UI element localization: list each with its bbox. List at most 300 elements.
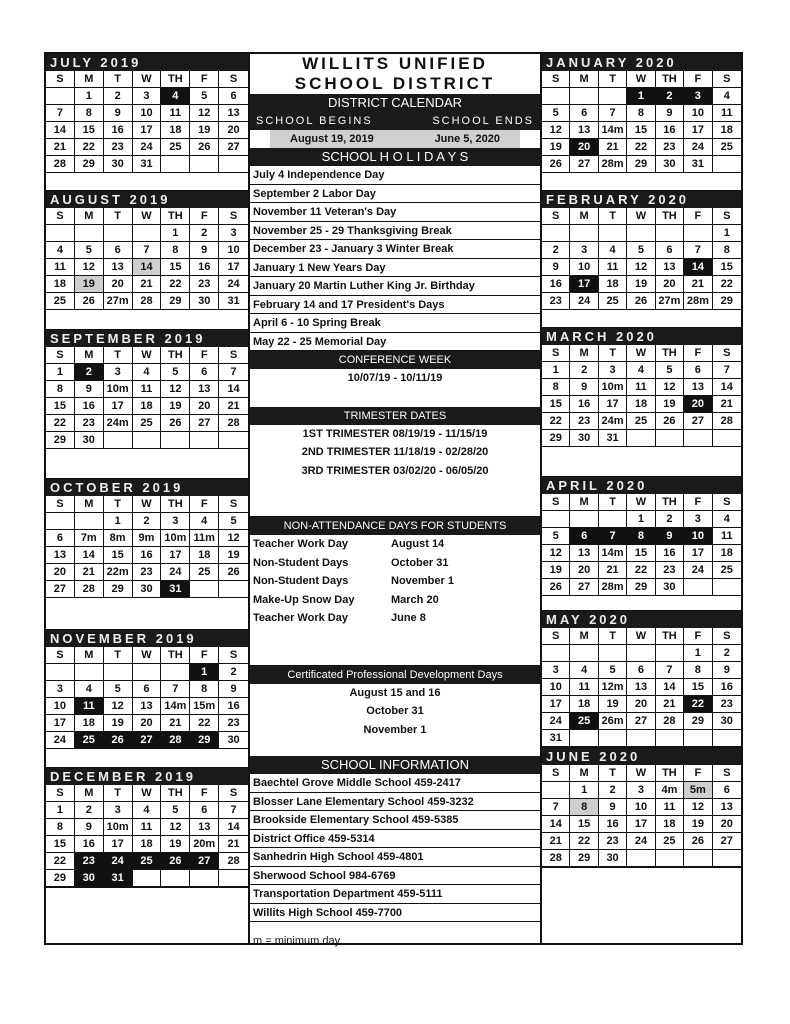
day-cell: 28m	[599, 156, 627, 173]
month-grid	[46, 785, 248, 887]
month-block	[46, 54, 248, 191]
day-cell	[627, 850, 655, 867]
day-cell	[713, 850, 741, 867]
day-cell	[627, 730, 655, 747]
day-cell: 29	[46, 870, 75, 887]
day-cell	[599, 730, 627, 747]
school-info-item: District Office 459-5314	[250, 830, 540, 849]
day-cell: 21	[599, 139, 627, 156]
day-cell: 22	[542, 413, 570, 430]
day-cell	[713, 430, 741, 447]
weekday-header: S	[46, 785, 75, 802]
day-cell	[46, 88, 75, 105]
day-cell: 29	[190, 732, 219, 749]
day-cell: 5	[104, 681, 133, 698]
day-cell: 28	[713, 413, 741, 430]
month-block	[542, 54, 741, 191]
day-cell: 4	[161, 88, 190, 105]
prof-dev-item: October 31	[366, 705, 424, 717]
day-cell: 7	[542, 799, 570, 816]
month-title: MAY 2020	[542, 611, 741, 628]
day-cell: 3	[684, 88, 712, 105]
non-attendance-label: Teacher Work Day	[253, 538, 348, 550]
day-cell: 18	[133, 398, 162, 415]
day-cell	[190, 432, 219, 449]
day-cell	[542, 782, 570, 799]
day-cell: 17	[627, 816, 655, 833]
holiday-item: May 22 - 25 Memorial Day	[250, 333, 540, 352]
day-cell: 27	[570, 156, 598, 173]
day-cell: 26	[161, 415, 190, 432]
day-cell: 7	[684, 242, 712, 259]
day-cell: 29	[46, 432, 75, 449]
day-cell: 29	[542, 430, 570, 447]
day-cell: 18	[133, 836, 162, 853]
day-cell: 3	[684, 511, 712, 528]
day-cell: 25	[713, 139, 741, 156]
day-cell: 7	[599, 105, 627, 122]
day-cell: 11	[713, 528, 741, 545]
day-cell: 19	[75, 276, 104, 293]
day-cell: 15	[627, 122, 655, 139]
weekday-header: W	[133, 496, 162, 513]
weekday-header: W	[627, 71, 655, 88]
non-attendance-label: Make-Up Snow Day	[253, 593, 355, 606]
holiday-item: December 23 - January 3 Winter Break	[250, 240, 540, 259]
holiday-list	[250, 166, 540, 351]
weekday-header: S	[713, 494, 741, 511]
weekday-header: F	[190, 647, 219, 664]
day-cell: 9	[75, 819, 104, 836]
month-title: APRIL 2020	[542, 477, 741, 494]
day-cell: 8	[75, 105, 104, 122]
day-cell: 26	[161, 853, 190, 870]
day-cell: 19	[161, 398, 190, 415]
day-cell	[570, 225, 598, 242]
day-cell: 21	[656, 696, 684, 713]
weekday-header: M	[570, 345, 598, 362]
weekday-header: F	[684, 628, 712, 645]
day-cell	[599, 225, 627, 242]
day-cell: 8m	[104, 530, 133, 547]
day-cell	[570, 730, 598, 747]
day-cell: 18	[627, 396, 655, 413]
day-cell: 16	[219, 698, 248, 715]
weekday-header: W	[133, 347, 162, 364]
weekday-header: M	[570, 208, 598, 225]
day-cell: 9	[190, 242, 219, 259]
weekday-header: S	[46, 71, 75, 88]
day-cell: 15	[104, 547, 133, 564]
day-cell: 12	[104, 698, 133, 715]
day-cell: 8	[627, 528, 655, 545]
day-cell	[713, 579, 741, 596]
day-cell	[219, 156, 248, 173]
day-cell: 23	[542, 293, 570, 310]
day-cell: 3	[599, 362, 627, 379]
day-cell: 26	[542, 156, 570, 173]
day-cell	[190, 870, 219, 887]
school-info-item: Baechtel Grove Middle School 459-2417	[250, 774, 540, 793]
day-cell: 24m	[104, 415, 133, 432]
day-cell: 2	[713, 645, 741, 662]
day-cell: 28	[219, 415, 248, 432]
day-cell: 7	[219, 802, 248, 819]
day-cell: 20	[656, 276, 684, 293]
month-grid	[542, 765, 741, 867]
day-cell: 4	[599, 242, 627, 259]
holiday-item: February 14 and 17 President's Days	[250, 296, 540, 315]
day-cell: 16	[713, 679, 741, 696]
day-cell: 11	[161, 105, 190, 122]
day-cell: 10m	[161, 530, 190, 547]
day-cell: 6	[133, 681, 162, 698]
day-cell: 18	[570, 696, 598, 713]
non-attendance-date: August 14	[391, 538, 445, 550]
weekday-header: W	[133, 208, 162, 225]
weekday-header: W	[627, 345, 655, 362]
day-cell: 11	[133, 381, 162, 398]
day-cell: 3	[104, 364, 133, 381]
weekday-header: M	[75, 785, 104, 802]
day-cell: 8	[713, 242, 741, 259]
day-cell: 16	[656, 545, 684, 562]
day-cell: 19	[684, 816, 712, 833]
day-cell: 7	[656, 662, 684, 679]
day-cell: 2	[75, 364, 104, 381]
non-attendance-date: March 20	[391, 593, 439, 606]
day-cell: 20	[570, 562, 598, 579]
month-block	[46, 191, 248, 330]
weekday-header: W	[627, 208, 655, 225]
day-cell: 19	[627, 276, 655, 293]
day-cell: 16	[656, 122, 684, 139]
day-cell: 1	[75, 88, 104, 105]
day-cell: 19	[656, 396, 684, 413]
day-cell: 15	[542, 396, 570, 413]
right-month-column	[542, 54, 741, 868]
day-cell: 16	[133, 547, 162, 564]
day-cell: 6	[570, 105, 598, 122]
day-cell	[542, 225, 570, 242]
day-cell	[161, 156, 190, 173]
day-cell: 24	[627, 833, 655, 850]
day-cell: 27	[133, 732, 162, 749]
day-cell: 12	[684, 799, 712, 816]
day-cell: 5m	[684, 782, 712, 799]
day-cell: 10	[219, 242, 248, 259]
day-cell: 4	[133, 802, 162, 819]
day-cell: 30	[75, 870, 104, 887]
day-cell: 20	[219, 122, 248, 139]
day-cell: 23	[656, 562, 684, 579]
day-cell: 26	[104, 732, 133, 749]
day-cell: 2	[599, 782, 627, 799]
day-cell: 23	[104, 139, 133, 156]
day-cell: 1	[713, 225, 741, 242]
day-cell: 12	[161, 819, 190, 836]
day-cell: 25	[656, 833, 684, 850]
weekday-header: S	[46, 208, 75, 225]
month-block	[542, 748, 741, 868]
day-cell	[46, 225, 75, 242]
day-cell	[570, 511, 598, 528]
day-cell: 2	[219, 664, 248, 681]
day-cell	[104, 664, 133, 681]
day-cell: 17	[599, 396, 627, 413]
day-cell: 24	[133, 139, 162, 156]
day-cell: 28	[542, 850, 570, 867]
day-cell	[656, 730, 684, 747]
day-cell: 20	[713, 816, 741, 833]
day-cell: 13	[570, 122, 598, 139]
day-cell: 24	[542, 713, 570, 730]
day-cell: 11	[46, 259, 75, 276]
day-cell	[627, 225, 655, 242]
day-cell: 26	[75, 293, 104, 310]
weekday-header: S	[219, 496, 248, 513]
day-cell: 5	[599, 662, 627, 679]
non-attendance-label: Non-Student Days	[253, 575, 349, 587]
day-cell	[133, 870, 162, 887]
school-ends-label: SCHOOL ENDS	[432, 115, 534, 127]
minimum-day-legend: m = minimum day	[253, 935, 341, 947]
month-grid	[46, 71, 248, 173]
day-cell: 7	[219, 364, 248, 381]
day-cell: 14m	[161, 698, 190, 715]
day-cell: 20	[570, 139, 598, 156]
day-cell: 7	[133, 242, 162, 259]
day-cell: 22	[684, 696, 712, 713]
day-cell: 5	[656, 362, 684, 379]
day-cell: 1	[542, 362, 570, 379]
holiday-item: July 4 Independence Day	[250, 166, 540, 185]
day-cell: 6	[656, 242, 684, 259]
weekday-header: S	[46, 347, 75, 364]
day-cell	[627, 430, 655, 447]
day-cell: 24	[161, 564, 190, 581]
day-cell: 4	[570, 662, 598, 679]
day-cell: 6	[627, 662, 655, 679]
conference-dates: 10/07/19 - 10/11/19	[347, 372, 443, 384]
day-cell: 27	[684, 413, 712, 430]
day-cell: 21	[542, 833, 570, 850]
day-cell: 13	[713, 799, 741, 816]
day-cell: 9	[713, 662, 741, 679]
day-cell: 1	[627, 88, 655, 105]
day-cell: 8	[46, 819, 75, 836]
day-cell	[684, 850, 712, 867]
month-block	[46, 330, 248, 479]
day-cell: 16	[190, 259, 219, 276]
day-cell	[133, 225, 162, 242]
prof-dev-header: Certificated Professional Development Days	[250, 666, 540, 684]
day-cell: 16	[104, 122, 133, 139]
day-cell: 30	[570, 430, 598, 447]
day-cell: 25	[75, 732, 104, 749]
weekday-header: F	[190, 496, 219, 513]
day-cell: 21	[46, 139, 75, 156]
day-cell: 9	[104, 105, 133, 122]
day-cell: 30	[75, 432, 104, 449]
day-cell: 30	[713, 713, 741, 730]
day-cell: 14m	[599, 545, 627, 562]
conference-header: CONFERENCE WEEK	[250, 351, 540, 369]
day-cell	[656, 850, 684, 867]
day-cell: 29	[104, 581, 133, 598]
day-cell: 7	[161, 681, 190, 698]
non-attendance-item	[250, 554, 540, 573]
school-begins-ends-row	[250, 112, 540, 130]
day-cell: 31	[133, 156, 162, 173]
day-cell: 17	[133, 122, 162, 139]
day-cell	[684, 730, 712, 747]
holiday-item: January 20 Martin Luther King Jr. Birthday	[250, 277, 540, 296]
day-cell: 1	[190, 664, 219, 681]
day-cell: 23	[190, 276, 219, 293]
weekday-header: TH	[161, 71, 190, 88]
day-cell	[570, 88, 598, 105]
day-cell: 22	[46, 415, 75, 432]
day-cell: 11	[627, 379, 655, 396]
day-cell: 25	[46, 293, 75, 310]
day-cell: 5	[219, 513, 248, 530]
day-cell: 17	[570, 276, 598, 293]
day-cell: 22	[570, 833, 598, 850]
weekday-header: W	[133, 647, 162, 664]
day-cell: 16	[75, 398, 104, 415]
day-cell: 11	[75, 698, 104, 715]
day-cell: 9m	[133, 530, 162, 547]
day-cell	[161, 664, 190, 681]
weekday-header: W	[627, 765, 655, 782]
weekday-header: T	[104, 71, 133, 88]
school-info-item: Sanhedrin High School 459-4801	[250, 848, 540, 867]
info-column	[248, 54, 542, 947]
day-cell: 13	[656, 259, 684, 276]
day-cell: 18	[713, 122, 741, 139]
day-cell: 12	[219, 530, 248, 547]
day-cell: 22m	[104, 564, 133, 581]
month-grid	[46, 647, 248, 749]
day-cell: 4	[713, 511, 741, 528]
day-cell: 25	[599, 293, 627, 310]
day-cell: 29	[684, 713, 712, 730]
month-block	[542, 611, 741, 748]
weekday-header: M	[570, 628, 598, 645]
day-cell: 18	[75, 715, 104, 732]
day-cell	[542, 88, 570, 105]
day-cell: 20	[627, 696, 655, 713]
month-title: JUNE 2020	[542, 748, 741, 765]
day-cell: 10m	[104, 381, 133, 398]
month-block	[542, 477, 741, 611]
month-block	[46, 479, 248, 630]
day-cell: 26	[542, 579, 570, 596]
day-cell: 15	[627, 545, 655, 562]
day-cell: 21	[219, 836, 248, 853]
day-cell: 15	[713, 259, 741, 276]
day-cell: 2	[75, 802, 104, 819]
day-cell: 16	[75, 836, 104, 853]
day-cell: 29	[75, 156, 104, 173]
month-grid	[542, 494, 741, 596]
month-spacer	[542, 867, 741, 868]
day-cell: 19	[104, 715, 133, 732]
month-spacer	[46, 173, 248, 191]
district-title-line2: SCHOOL DISTRICT	[294, 74, 496, 93]
day-cell: 7	[46, 105, 75, 122]
day-cell: 18	[656, 816, 684, 833]
day-cell: 1	[161, 225, 190, 242]
day-cell	[219, 870, 248, 887]
weekday-header: S	[542, 628, 570, 645]
day-cell: 2	[656, 88, 684, 105]
day-cell: 25	[627, 413, 655, 430]
day-cell: 20	[104, 276, 133, 293]
weekday-header: T	[104, 647, 133, 664]
day-cell: 10	[684, 105, 712, 122]
weekday-header: T	[104, 208, 133, 225]
day-cell: 30	[190, 293, 219, 310]
day-cell: 31	[161, 581, 190, 598]
day-cell	[542, 645, 570, 662]
month-title: JANUARY 2020	[542, 54, 741, 71]
day-cell: 15	[46, 836, 75, 853]
weekday-header: S	[219, 647, 248, 664]
weekday-header: T	[599, 208, 627, 225]
weekday-header: F	[190, 785, 219, 802]
day-cell	[684, 430, 712, 447]
non-attendance-date: October 31	[391, 556, 449, 569]
day-cell	[656, 225, 684, 242]
district-title-line1: WILLITS UNIFIED	[302, 54, 488, 73]
day-cell: 1	[627, 511, 655, 528]
day-cell: 14	[656, 679, 684, 696]
weekday-header: TH	[161, 785, 190, 802]
day-cell: 30	[656, 156, 684, 173]
day-cell: 17	[542, 696, 570, 713]
day-cell: 26	[219, 564, 248, 581]
day-cell	[713, 156, 741, 173]
trimester-item: 3RD TRIMESTER 03/02/20 - 06/05/20	[301, 464, 489, 477]
day-cell: 18	[46, 276, 75, 293]
day-cell: 23	[599, 833, 627, 850]
day-cell: 9	[570, 379, 598, 396]
trimester-item: 2ND TRIMESTER 11/18/19 - 02/28/20	[301, 446, 489, 458]
day-cell: 24	[104, 853, 133, 870]
day-cell: 22	[713, 276, 741, 293]
day-cell: 28m	[599, 579, 627, 596]
weekday-header: T	[599, 765, 627, 782]
day-cell: 15	[684, 679, 712, 696]
weekday-header: W	[133, 785, 162, 802]
day-cell: 16	[570, 396, 598, 413]
day-cell: 28	[219, 853, 248, 870]
day-cell: 15m	[190, 698, 219, 715]
day-cell: 12	[542, 545, 570, 562]
day-cell: 30	[133, 581, 162, 598]
day-cell: 28	[656, 713, 684, 730]
day-cell: 9	[542, 259, 570, 276]
day-cell: 26	[656, 413, 684, 430]
calendar-label: DISTRICT CALENDAR	[250, 94, 540, 112]
calendar-sheet	[44, 52, 743, 945]
day-cell: 2	[656, 511, 684, 528]
day-cell: 3	[627, 782, 655, 799]
day-cell: 10	[684, 528, 712, 545]
weekday-header: S	[713, 345, 741, 362]
